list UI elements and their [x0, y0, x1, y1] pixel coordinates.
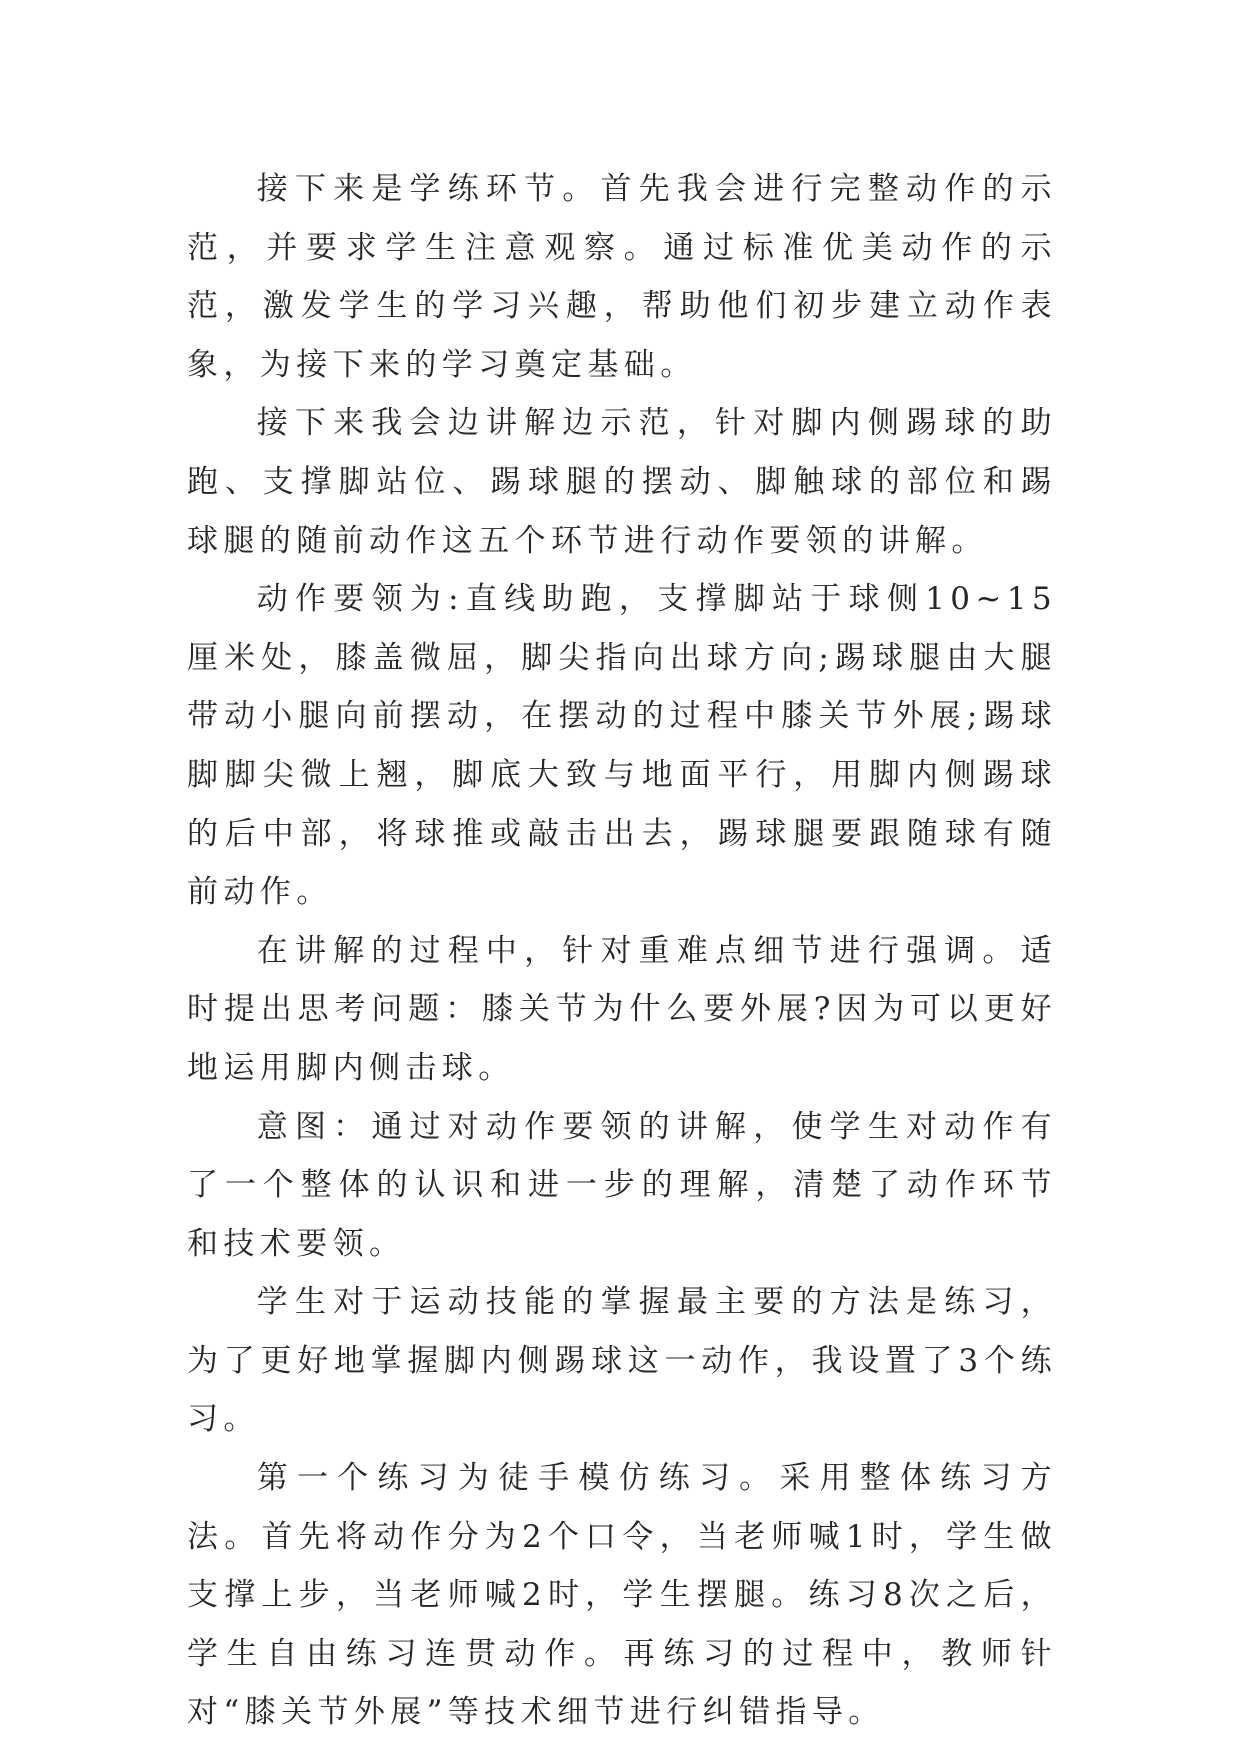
paragraph-key-points: 动作要领为:直线助跑，支撑脚站于球侧10~15厘米处，膝盖微屈，脚尖指向出球方向;踢球腿由大腿带动小腿向前摆动，在摆动的过程中膝关节外展;踢球脚脚尖微上翘，脚底大致与地面平行，用脚内侧踢球的后中部，将球推或敲击出去，踢球腿要跟随球有随前动作。 [187, 581, 1057, 911]
document-body [187, 160, 1057, 1742]
paragraph-practice-intro: 接下来是学练环节。首先我会进行完整动作的示范，并要求学生注意观察。通过标准优美动作的示范，激发学生的学习兴趣，帮助他们初步建立动作表象，为接下来的学习奠定基础。 [187, 171, 1057, 383]
paragraph-emphasis: 在讲解的过程中，针对重难点细节进行强调。适时提出思考问题：膝关节为什么要外展?因为可以更好地运用脚内侧击球。 [187, 932, 1057, 1086]
paragraph-explanation: 接下来我会边讲解边示范，针对脚内侧踢球的助跑、支撑脚站位、踢球腿的摆动、脚触球的部位和踢球腿的随前动作这五个环节进行动作要领的讲解。 [187, 405, 1057, 559]
paragraph-first-exercise: 第一个练习为徒手模仿练习。采用整体练习方法。首先将动作分为2个口令，当老师喊1时，学生做支撑上步，当老师喊2时，学生摆腿。练习8次之后，学生自由练习连贯动作。再练习的过程中，教师针对“膝关节外展”等技术细节进行纠错指导。 [187, 1460, 1057, 1731]
paragraph-exercises-intro: 学生对于运动技能的掌握最主要的方法是练习，为了更好地掌握脚内侧踢球这一动作，我设置了3个练习。 [187, 1284, 1057, 1438]
paragraph-intent: 意图：通过对动作要领的讲解，使学生对动作有了一个整体的认识和进一步的理解，清楚了动作环节和技术要领。 [187, 1108, 1057, 1262]
